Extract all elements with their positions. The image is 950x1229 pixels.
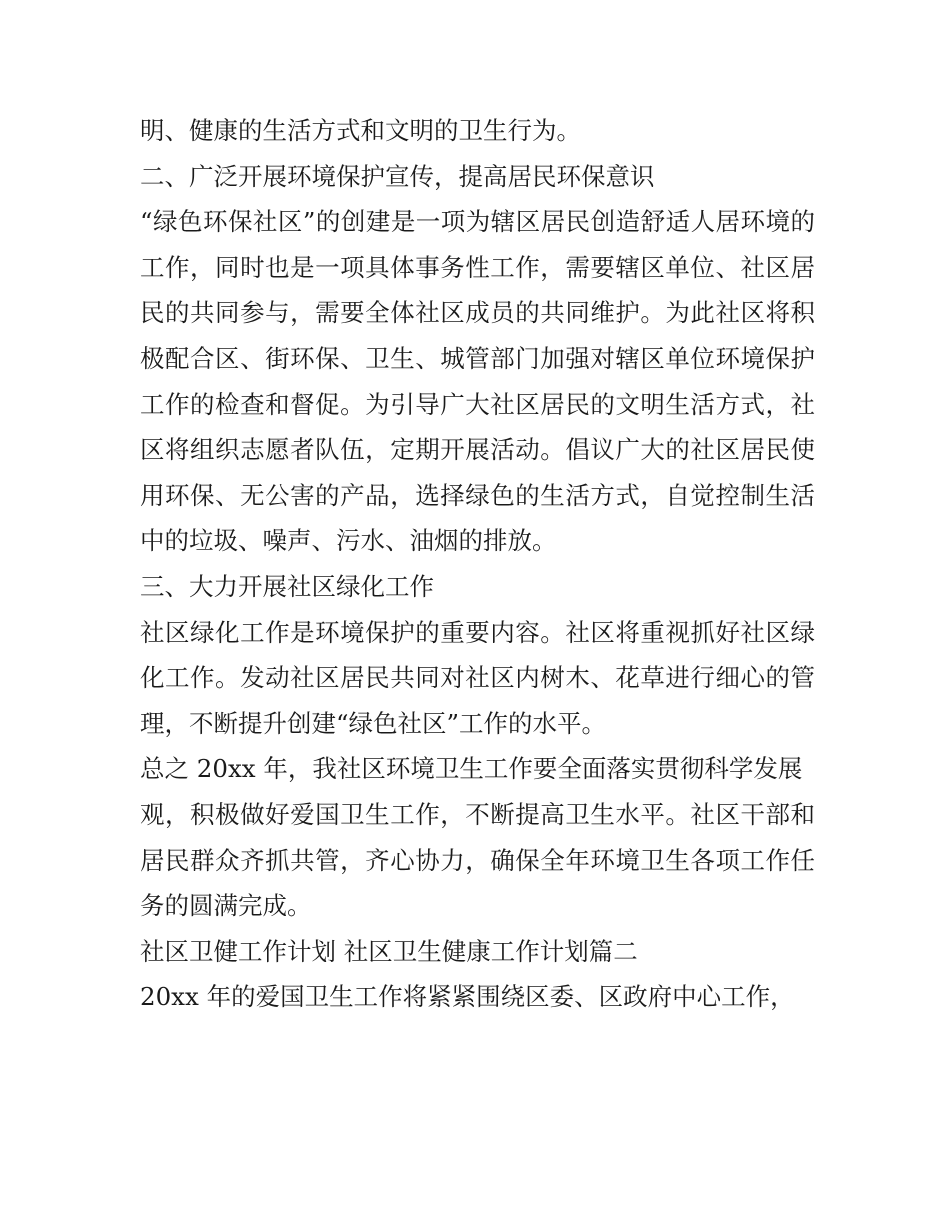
text-line: 区将组织志愿者队伍，定期开展活动。倡议广大的社区居民使 [140,435,815,465]
section-heading: 三、大力开展社区绿化工作 [140,571,434,601]
text-line: 观，积极做好爱国卫生工作，不断提高卫生水平。社区干部和 [140,799,815,829]
text-line: 用环保、无公害的产品，选择绿色的生活方式，自觉控制生活 [140,480,815,510]
section-heading: 二、广泛开展环境保护宣传，提高居民环保意识 [140,161,655,191]
text-line: 20xx 年的爱国卫生工作将紧紧围绕区委、区政府中心工作， [140,982,795,1012]
document-body [140,108,815,1020]
section-heading: 社区卫健工作计划 社区卫生健康工作计划篇二 [140,936,638,966]
text-line: 极配合区、街环保、卫生、城管部门加强对辖区单位环境保护 [140,343,815,373]
text-line: 化工作。发动社区居民共同对社区内树木、花草进行细心的管 [140,663,815,693]
text-line: 工作，同时也是一项具体事务性工作，需要辖区单位、社区居 [140,252,815,282]
text-line: “绿色环保社区”的创建是一项为辖区居民创造舒适人居环境的 [140,207,815,237]
text-line: 理，不断提升创建“绿色社区”工作的水平。 [140,708,607,738]
text-line: 居民群众齐抓共管，齐心协力，确保全年环境卫生各项工作任 [140,845,815,875]
text-line: 明、健康的生活方式和文明的卫生行为。 [140,116,581,145]
text-line: 中的垃圾、噪声、污水、油烟的排放。 [140,526,557,556]
text-line: 社区绿化工作是环境保护的重要内容。社区将重视抓好社区绿 [140,617,815,647]
text-line: 总之 20xx 年，我社区环境卫生工作要全面落实贯彻科学发展 [140,754,803,784]
text-line: 务的圆满完成。 [140,891,312,921]
text-line: 民的共同参与，需要全体社区成员的共同维护。为此社区将积 [140,298,815,328]
text-line: 工作的检查和督促。为引导广大社区居民的文明生活方式，社 [140,389,815,419]
